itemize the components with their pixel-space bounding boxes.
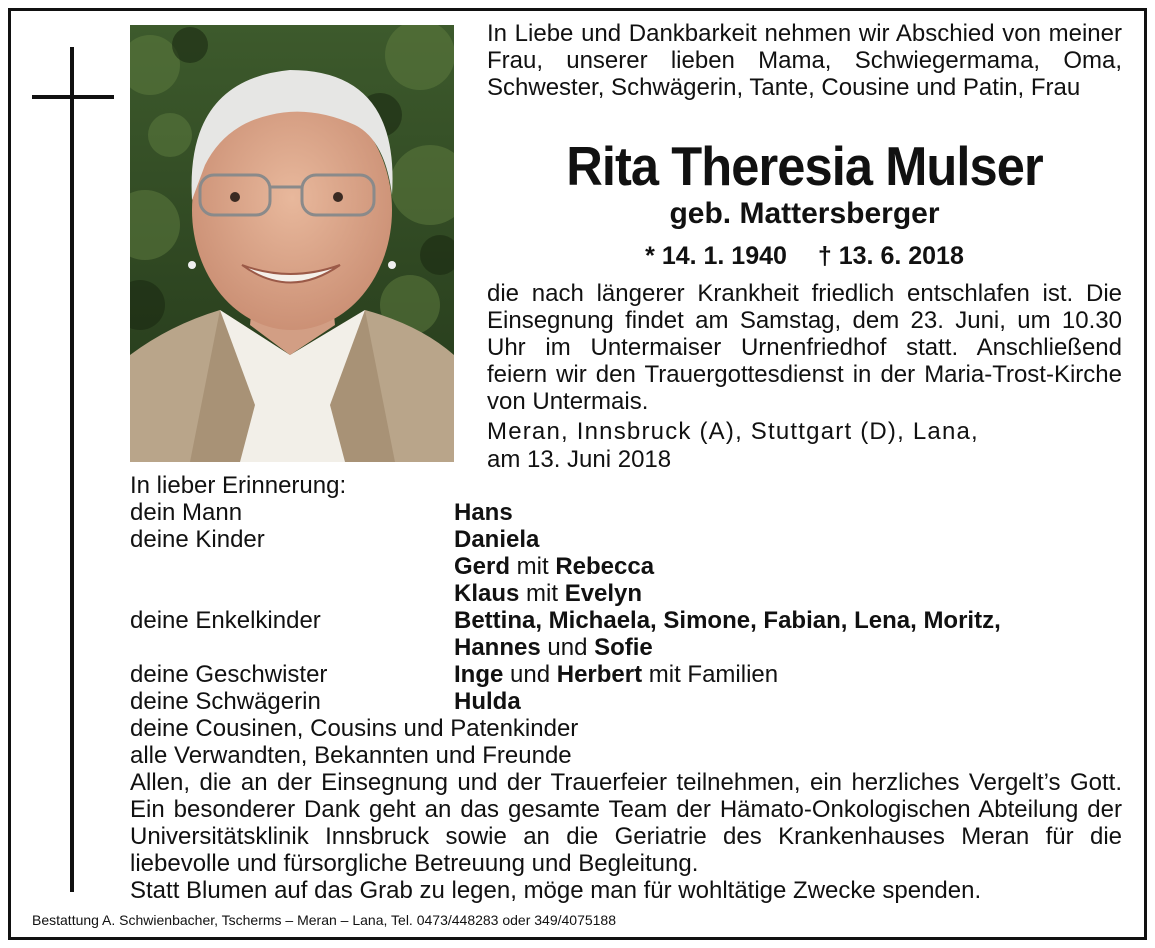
thanks-block <box>130 769 1122 904</box>
cross-icon-bar <box>32 95 114 99</box>
memory-label: In lieber Erinnerung: <box>130 472 347 499</box>
ceremony-text: die nach längerer Krankheit friedlich entschlafen ist. Die Einsegnung findet am Samstag, dem 23. Juni, um 10.30 Uhr im Untermaiser Urnenfriedhof statt. Anschließend feiern wir den Trauergottesdienst in der Maria-Trost-Kirche von Untermais. <box>487 280 1122 415</box>
member-name: Bettina, Michaela, Simone, Fabian, Lena, Moritz, <box>454 607 1001 634</box>
family-members <box>454 526 539 553</box>
family-relation: deine Geschwister <box>130 661 328 688</box>
deceased-name: Rita Theresia Mulser <box>566 135 1043 197</box>
portrait-photo-image <box>130 25 454 462</box>
member-name: Daniela <box>454 526 540 553</box>
date-line: am 13. Juni 2018 <box>487 446 672 473</box>
birth-date: * 14. 1. 1940 <box>645 242 787 270</box>
family-members <box>454 499 513 526</box>
connector-text: mit Familien <box>642 661 779 688</box>
flowers-text: Statt Blumen auf das Grab zu legen, möge man für wohltätige Zwecke spenden. <box>130 877 982 904</box>
member-name: Hannes <box>454 634 541 661</box>
place-date-block <box>487 418 1122 474</box>
connector-text: mit <box>510 553 556 580</box>
family-row <box>130 553 1125 580</box>
family-row <box>130 580 1125 607</box>
cross-icon <box>70 47 74 892</box>
intro-text: In Liebe und Dankbarkeit nehmen wir Abschied von meiner Frau, unserer lieben Mama, Schwiegermama, Oma, Schwester, Schwägerin, Tante, Cousine und Patin, Frau <box>487 20 1122 101</box>
member-name: Sofie <box>594 634 653 661</box>
member-name: Rebecca <box>555 553 655 580</box>
member-name: Hulda <box>454 688 521 715</box>
family-members <box>454 553 654 580</box>
member-name: Evelyn <box>564 580 643 607</box>
family-row <box>130 715 1125 742</box>
family-relation: deine Schwägerin <box>130 688 321 715</box>
family-row <box>130 526 1125 553</box>
family-members <box>454 607 1001 634</box>
family-relation: dein Mann <box>130 499 243 526</box>
family-members <box>454 688 521 715</box>
family-row <box>130 742 1125 769</box>
connector-text: und <box>540 634 595 661</box>
family-row <box>130 661 1125 688</box>
connector-text: und <box>503 661 557 688</box>
family-members <box>454 634 653 661</box>
born-name: geb. Mattersberger <box>669 197 940 230</box>
family-row <box>130 607 1125 634</box>
member-name: Inge <box>454 661 504 688</box>
family-relation: deine Cousinen, Cousins und Patenkinder <box>130 715 579 742</box>
death-date: † 13. 6. 2018 <box>817 242 964 270</box>
family-members <box>454 580 642 607</box>
family-relation: deine Enkelkinder <box>130 607 321 634</box>
family-list <box>130 499 1125 769</box>
funeral-home-footer: Bestattung A. Schwienbacher, Tscherms – Meran – Lana, Tel. 0473/448283 oder 349/4075188 <box>32 912 617 928</box>
family-relation: alle Verwandten, Bekannten und Freunde <box>130 742 572 769</box>
thanks-text: Allen, die an der Einsegnung und der Trauerfeier teilnehmen, ein herzliches Vergelt’s Gott. Ein besonderer Dank geht an das gesamte Team der Hämato-Onkologischen Abteilung der Universitätsklinik Innsbruck sowie an die Geriatrie des Krankenhauses Meran für die liebevolle und fürsorgliche Betreuung und Begleitung. <box>130 769 1122 877</box>
family-members <box>454 661 778 688</box>
member-name: Klaus <box>454 580 520 607</box>
family-row <box>130 688 1125 715</box>
member-name: Gerd <box>454 553 511 580</box>
family-row <box>130 499 1125 526</box>
life-dates <box>487 240 1122 272</box>
family-row <box>130 634 1125 661</box>
member-name: Herbert <box>556 661 643 688</box>
connector-text: mit <box>519 580 565 607</box>
family-relation: deine Kinder <box>130 526 265 553</box>
place-line: Meran, Innsbruck (A), Stuttgart (D), Lana, <box>487 418 979 445</box>
portrait-photo <box>130 25 454 462</box>
member-name: Hans <box>454 499 513 526</box>
